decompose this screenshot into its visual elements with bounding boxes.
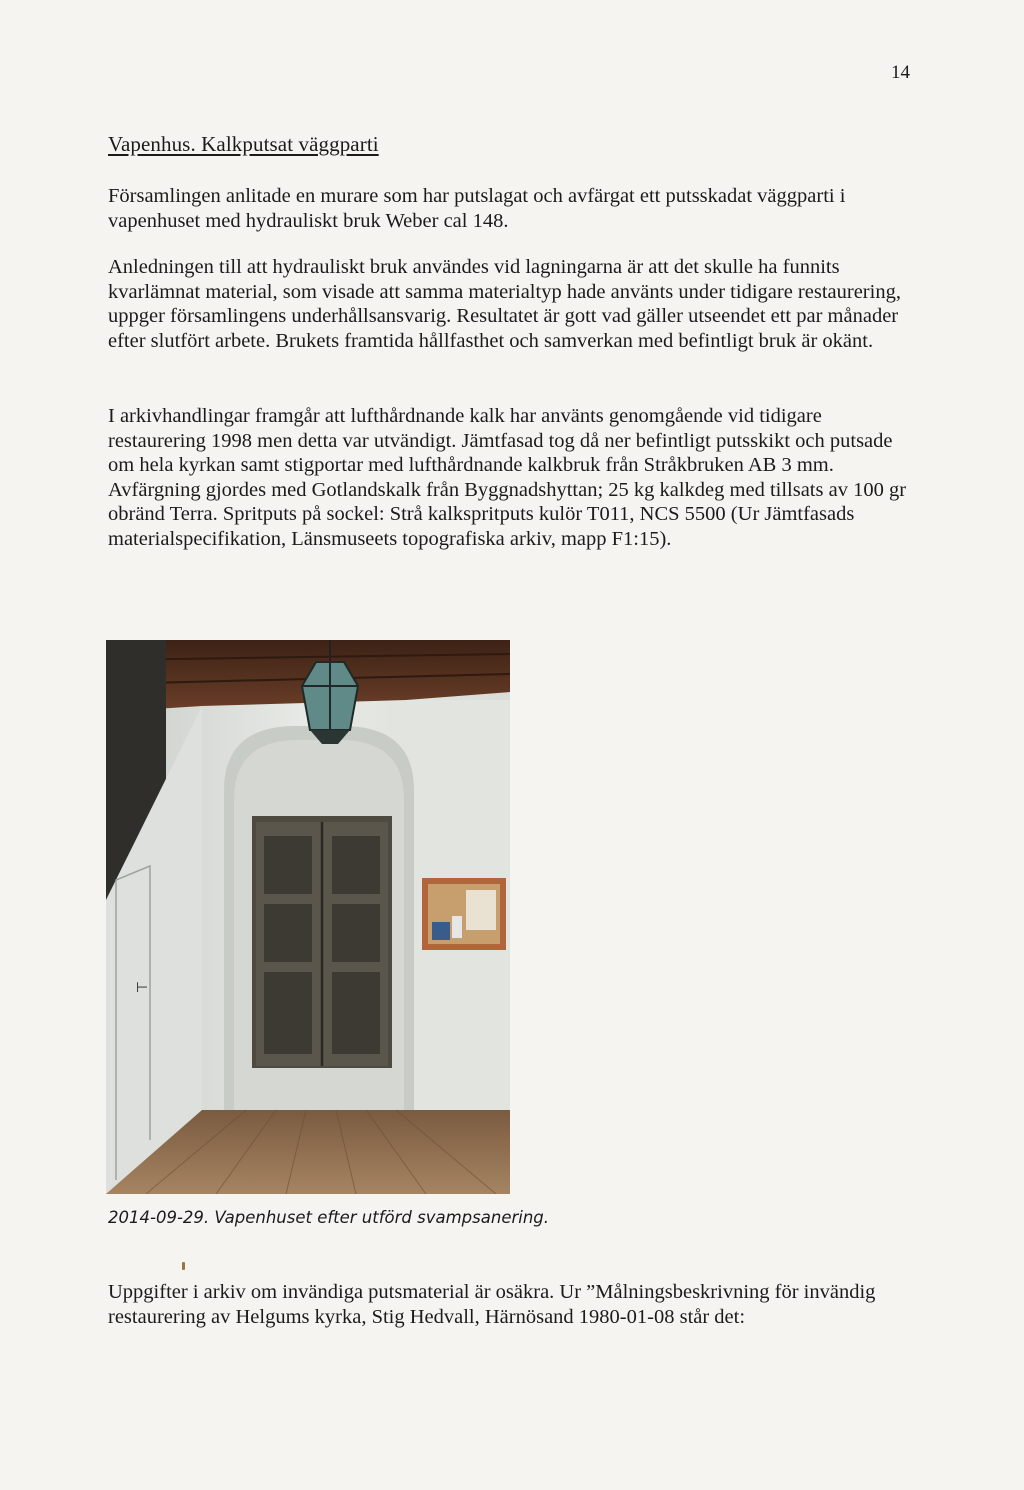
vestibule-photo [106,640,510,1194]
paragraph-interior-records: Uppgifter i arkiv om invändiga putsmaterial är osäkra. Ur ”Målningsbeskrivning för invändig restaurering av Helgums kyrka, Stig Hedvall, Härnösand 1980-01-08 står det: [108,1281,876,1328]
page-number: 14 [891,62,910,83]
section-heading: Vapenhus. Kalkputsat väggparti [108,132,379,156]
paragraph-archive: I arkivhandlingar framgår att lufthårdnande kalk har använts genomgående vid tidigare restaurering 1998 men detta var utvändigt. Jämtfasad tog då ner befintligt putsskikt och putsade om hela kyrkan samt stigportar med lufthårdnande kalkbruk från Stråkbruken AB 3 mm. Avfärgning gjordes med Gotlandskalk från Byggnadshyttan; 25 kg kalkdeg med tillsats av 100 gr obränd Terra. Spritputs på sockel: Strå kalkspritputs kulör T011, NCS 5500 (Ur Jämtfasads materialspecifikation, Länsmuseets topografiska arkiv, mapp F1:15). [108,405,907,550]
paragraph-reason: Anledningen till att hydrauliskt bruk användes vid lagningarna är att det skulle ha funnits kvarlämnat material, som visade att samma materialtyp hade använts under tidigare restaurering, uppger församlingens underhållsansvarig. Resultatet är gott vad gäller utseendet ett par månader efter slutfört arbete. Brukets framtida hållfasthet och samverkan med befintligt bruk är okänt. [108,256,901,352]
photo-caption [108,1208,549,1227]
paragraph-intro: Församlingen anlitade en murare som har putslagat och avfärgat ett putsskadat väggparti i vapenhuset med hydrauliskt bruk Weber cal 148. [108,185,846,232]
caption-text: Vapenhuset efter utförd svampsanering. [214,1208,550,1227]
scan-speck [182,1262,185,1270]
svg-text:⊢: ⊢ [136,980,149,996]
caption-date: 2014-09-29. [108,1208,210,1227]
